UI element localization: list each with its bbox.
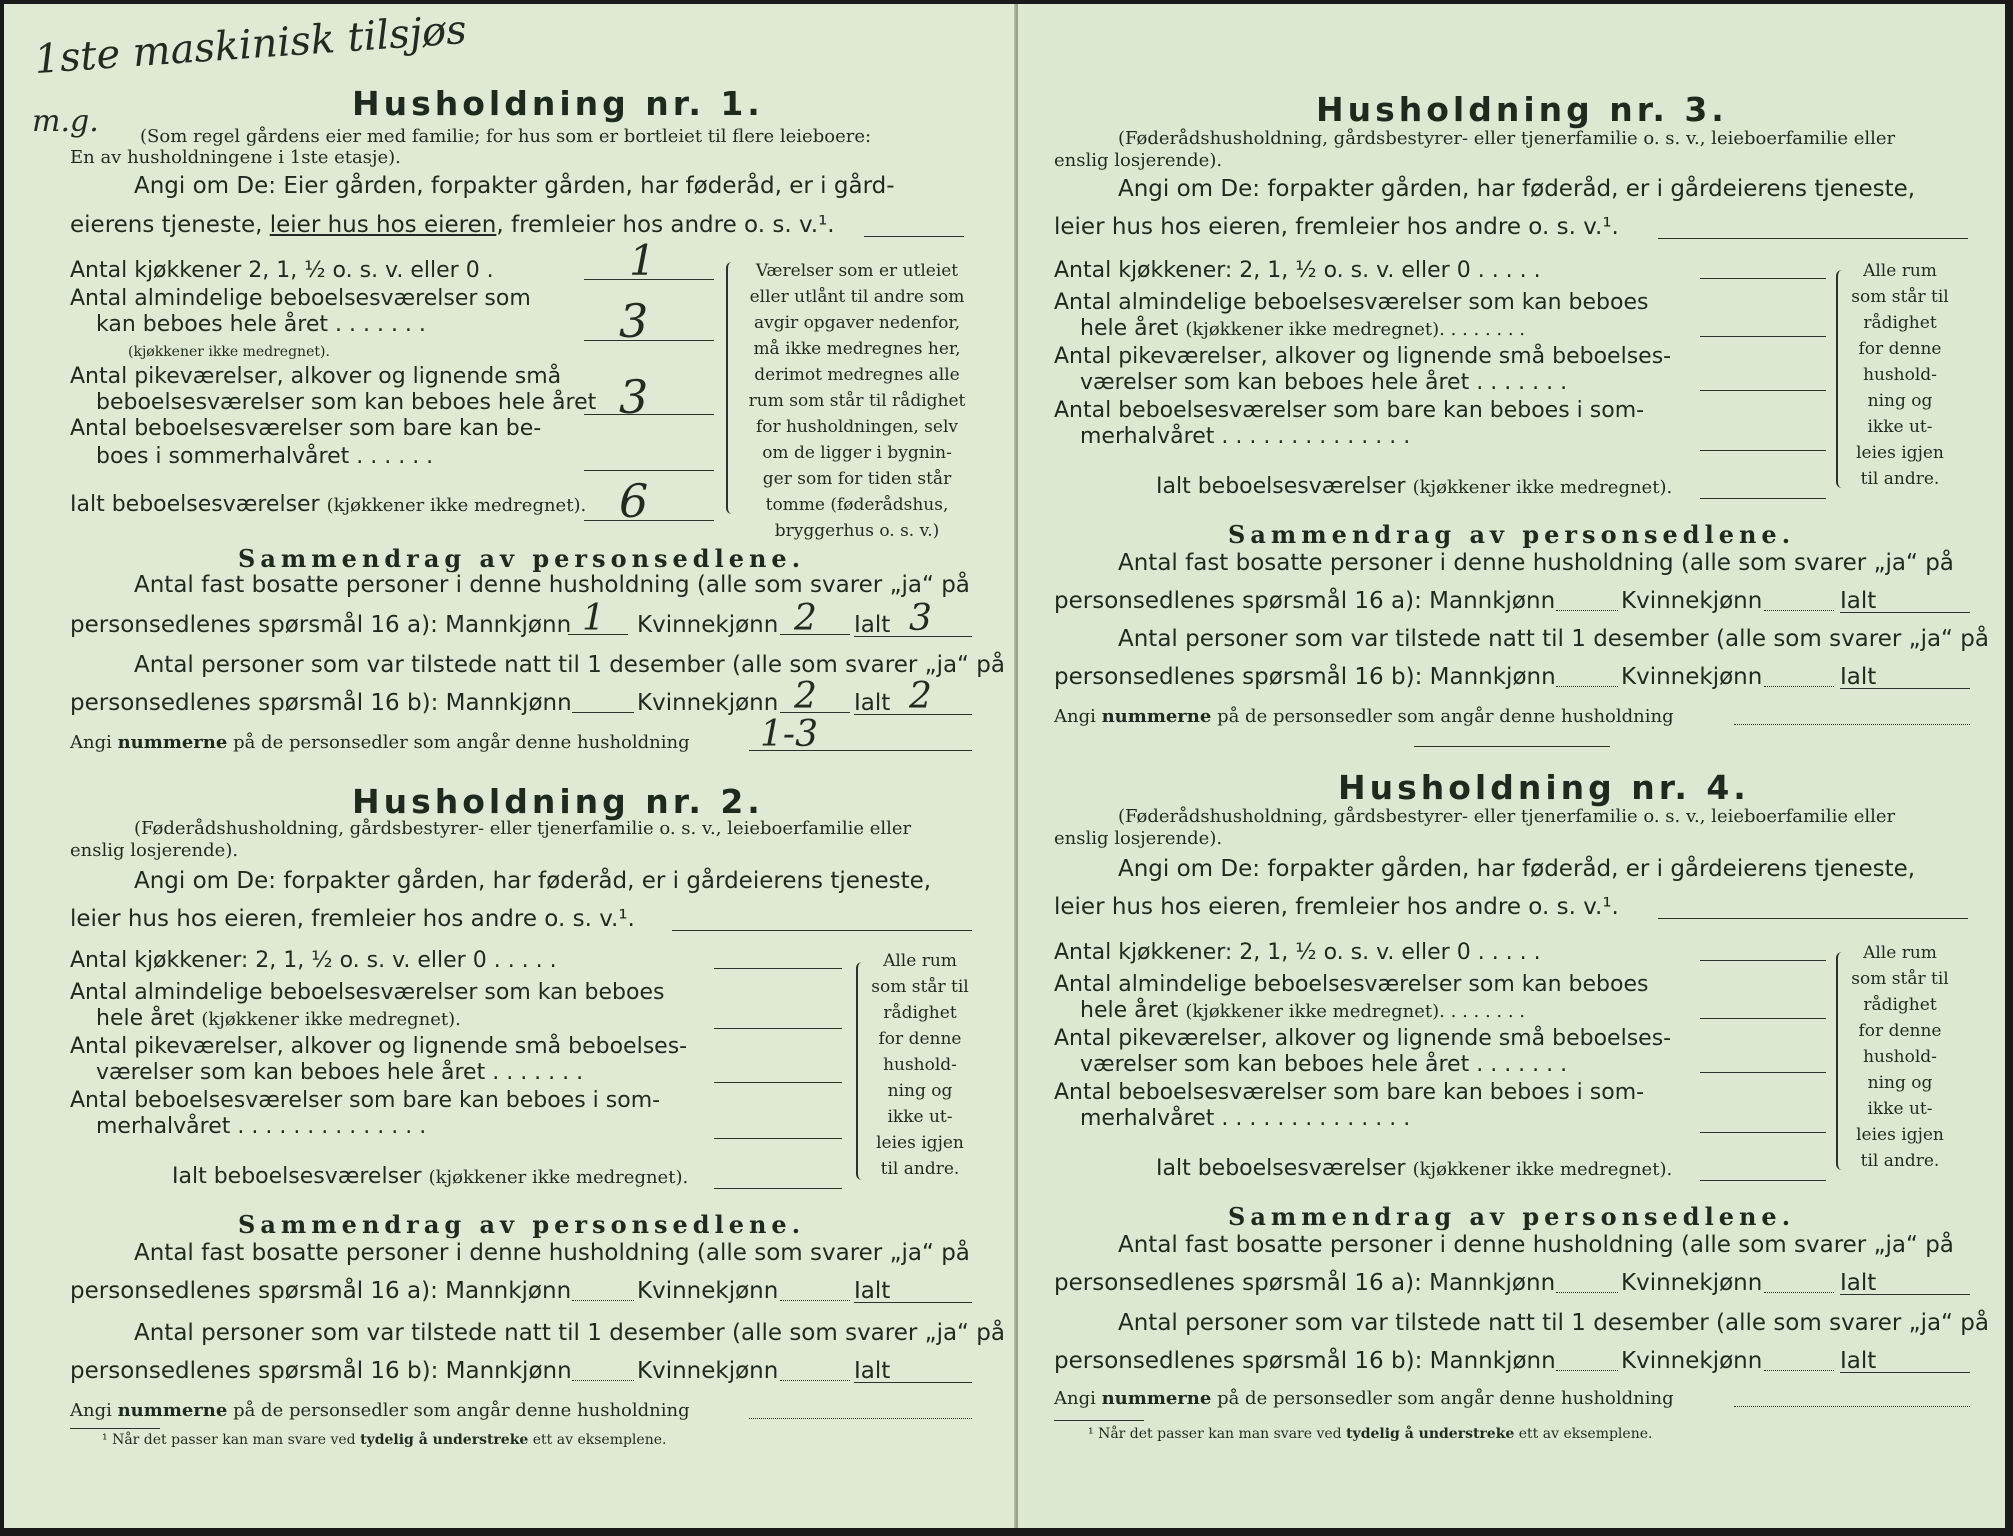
h1-summer-rooms-label: Antal beboelsesværelser som bare kan be- (70, 416, 542, 441)
h4-present-female-label: Kvinnekjønn (1621, 1348, 1763, 1374)
household-4-title: Husholdning nr. 4. (1338, 768, 1750, 807)
h3-summer-rooms-label: Antal beboelsesværelser som bare kan beboes i som- (1054, 398, 1645, 423)
household-2-title: Husholdning nr. 2. (352, 782, 764, 821)
status-underlined-answer: leier hus hos eieren (269, 212, 497, 238)
household-4-status-options: leier hus hos eieren, fremleier hos andre o. s. v.¹. (1054, 894, 1619, 920)
h2-resident-question: Antal fast bosatte personer i denne husholdning (alle som svarer „ja“ på (134, 1240, 970, 1266)
h1-sheet-numbers-label: Angi nummerne på de personsedler som angår denne husholdning (70, 732, 690, 753)
h1-ordinary-rooms-value: 3 (619, 294, 649, 348)
h4-ordinary-rooms-label: Antal almindelige beboelsesværelser som kan beboes (1054, 972, 1649, 997)
household-4-status-question: Angi om De: forpakter gården, har føderåd, er i gårdeierens tjeneste, (1118, 856, 1916, 882)
h1-ordinary-rooms-label: Antal almindelige beboelsesværelser som (70, 286, 531, 311)
h2-present-female-label: Kvinnekjønn (637, 1358, 779, 1384)
h1-resident-total-value: 3 (909, 598, 932, 639)
household-3-status-options: leier hus hos eieren, fremleier hos andre o. s. v.¹. (1054, 214, 1619, 240)
h3-present-total-label: Ialt (1840, 664, 1877, 690)
h3-present-female-label: Kvinnekjønn (1621, 664, 1763, 690)
h4-maid-rooms-label: Antal pikeværelser, alkover og lignende små beboelses- (1054, 1026, 1672, 1051)
h4-ordinary-rooms-label-cont: hele året (kjøkkener ikke medregnet). . . . . . . . (1080, 998, 1526, 1023)
h1-maid-rooms-value: 3 (619, 370, 649, 424)
h3-present-question: Antal personer som var tilstede natt til 1 desember (alle som svarer „ja“ på (1118, 626, 1989, 652)
h4-total-rooms-label: Ialt beboelsesværelser (kjøkkener ikke medregnet). (1156, 1156, 1673, 1181)
household-3-title: Husholdning nr. 3. (1316, 90, 1728, 129)
h1-present-female-label: Kvinnekjønn (637, 690, 779, 716)
h2-summary-title: Sammendrag av personsedlene. (238, 1210, 806, 1239)
h3-kitchens-label: Antal kjøkkener: 2, 1, ½ o. s. v. eller 0 . . . . . (1054, 258, 1541, 283)
h1-maid-rooms-label-cont: beboelsesværelser som kan beboes hele året (96, 390, 597, 415)
h4-present-total-label: Ialt (1840, 1348, 1877, 1374)
h3-sheet-numbers-label: Angi nummerne på de personsedler som angår denne husholdning (1054, 706, 1674, 727)
h2-sheet-numbers-label: Angi nummerne på de personsedler som angår denne husholdning (70, 1400, 690, 1421)
h3-ordinary-rooms-label: Antal almindelige beboelsesværelser som kan beboes (1054, 290, 1649, 315)
household-1-status-question: Angi om De: Eier gården, forpakter gården, har føderåd, er i gård- (134, 173, 895, 199)
h1-ordinary-rooms-label-cont: kan beboes hele året . . . . . . . (96, 312, 426, 337)
h4-resident-total-label: Ialt (1840, 1270, 1877, 1296)
h2-present-total-label: Ialt (854, 1358, 891, 1384)
h4-summer-rooms-label-cont: merhalvåret . . . . . . . . . . . . . . (1080, 1106, 1411, 1131)
h1-summer-rooms-label-cont: boes i sommerhalvåret . . . . . . (96, 444, 434, 469)
h1-maid-rooms-label: Antal pikeværelser, alkover og lignende små (70, 364, 562, 389)
h4-summer-rooms-label: Antal beboelsesværelser som bare kan beboes i som- (1054, 1080, 1645, 1105)
h1-resident-total-label: Ialt (854, 612, 891, 638)
census-form-sheet (4, 4, 2005, 1528)
household-1-title: Husholdning nr. 1. (352, 84, 764, 123)
h4-resident-female-label: Kvinnekjønn (1621, 1270, 1763, 1296)
h1-summary-title: Sammendrag av personsedlene. (238, 544, 806, 573)
household-3-intro: (Føderådshusholdning, gårdsbestyrer- eller tjenerfamilie o. s. v., leieboerfamilie eller (1118, 128, 1896, 149)
h1-present-total-value: 2 (909, 676, 932, 717)
h3-resident-male-label: personsedlenes spørsmål 16 a): Mannkjønn (1054, 588, 1556, 614)
h2-resident-female-label: Kvinnekjønn (637, 1278, 779, 1304)
h1-side-note: Værelser som er utleiet eller utlånt til andre som avgir opgaver nedenfor, må ikke medregnes her, derimot medregnes alle rum som står til rådighet for husholdningen, selv om de ligger i bygnin- ger som for tiden står tomme (føderådshus, bryggerhus o. s. v.) (748, 261, 966, 541)
h2-resident-total-label: Ialt (854, 1278, 891, 1304)
h1-present-question: Antal personer som var tilstede natt til 1 desember (alle som svarer „ja“ på (134, 652, 1005, 678)
h2-kitchens-label: Antal kjøkkener: 2, 1, ½ o. s. v. eller 0 . . . . . (70, 948, 557, 973)
h2-resident-male-label: personsedlenes spørsmål 16 a): Mannkjønn (70, 1278, 572, 1304)
h2-side-note: Alle rum som står til rådighet for denne hushold- ning og ikke ut- leies igjen til andre. (871, 951, 969, 1179)
h4-maid-rooms-label-cont: værelser som kan beboes hele året . . . . . . . (1080, 1052, 1568, 1077)
household-4-intro: (Føderådshusholdning, gårdsbestyrer- eller tjenerfamilie o. s. v., leieboerfamilie eller (1118, 806, 1896, 827)
household-4-intro-cont: enslig losjerende). (1054, 828, 1223, 849)
h1-present-male-label: personsedlenes spørsmål 16 b): Mannkjønn (70, 690, 572, 716)
left-page (4, 4, 1016, 1528)
h1-present-female-value: 2 (794, 676, 817, 717)
h2-maid-rooms-label: Antal pikeværelser, alkover og lignende små beboelses- (70, 1034, 688, 1059)
h2-present-question: Antal personer som var tilstede natt til 1 desember (alle som svarer „ja“ på (134, 1320, 1005, 1346)
h4-side-note: Alle rum som står til rådighet for denne hushold- ning og ikke ut- leies igjen til andre. (1851, 943, 1949, 1171)
h3-present-male-label: personsedlenes spørsmål 16 b): Mannkjønn (1054, 664, 1556, 690)
h3-resident-female-label: Kvinnekjønn (1621, 588, 1763, 614)
h4-resident-male-label: personsedlenes spørsmål 16 a): Mannkjønn (1054, 1270, 1556, 1296)
h1-kitchens-value: 1 (629, 236, 656, 285)
h2-ordinary-rooms-label-cont: hele året (kjøkkener ikke medregnet). (96, 1006, 461, 1031)
household-2-status-question: Angi om De: forpakter gården, har føderåd, er i gårdeierens tjeneste, (134, 868, 932, 894)
h2-total-rooms-label: Ialt beboelsesværelser (kjøkkener ikke medregnet). (172, 1164, 689, 1189)
h4-sheet-numbers-label: Angi nummerne på de personsedler som angår denne husholdning (1054, 1388, 1674, 1409)
h1-present-total-label: Ialt (854, 690, 891, 716)
household-1-intro: (Som regel gårdens eier med familie; for hus som er bortleiet til flere leieboere: (140, 126, 872, 147)
h3-summer-rooms-label-cont: merhalvåret . . . . . . . . . . . . . . (1080, 424, 1411, 449)
h4-present-question: Antal personer som var tilstede natt til 1 desember (alle som svarer „ja“ på (1118, 1310, 1989, 1336)
h4-present-male-label: personsedlenes spørsmål 16 b): Mannkjønn (1054, 1348, 1556, 1374)
h4-kitchens-label: Antal kjøkkener: 2, 1, ½ o. s. v. eller 0 . . . . . (1054, 940, 1541, 965)
household-1-intro-cont: En av husholdningene i 1ste etasje). (70, 147, 401, 168)
margin-note: 1ste maskinisk tilsjøs (32, 6, 469, 84)
h2-present-male-label: personsedlenes spørsmål 16 b): Mannkjønn (70, 1358, 572, 1384)
h3-resident-total-label: Ialt (1840, 588, 1877, 614)
h1-resident-question: Antal fast bosatte personer i denne husholdning (alle som svarer „ja“ på (134, 572, 970, 598)
household-3-intro-cont: enslig losjerende). (1054, 150, 1223, 171)
left-footnote: ¹ Når det passer kan man svare ved tydelig å understreke ett av eksemplene. (102, 1432, 667, 1448)
right-footnote: ¹ Når det passer kan man svare ved tydelig å understreke ett av eksemplene. (1088, 1426, 1653, 1442)
household-3-status-question: Angi om De: forpakter gården, har føderåd, er i gårdeierens tjeneste, (1118, 176, 1916, 202)
h3-total-rooms-label: Ialt beboelsesværelser (kjøkkener ikke medregnet). (1156, 474, 1673, 499)
h3-resident-question: Antal fast bosatte personer i denne husholdning (alle som svarer „ja“ på (1118, 550, 1954, 576)
h1-ordinary-rooms-note: (kjøkkener ikke medregnet). (128, 344, 330, 360)
right-page (1018, 4, 2005, 1528)
household-1-status-options: eierens tjeneste, leier hus hos eieren, fremleier hos andre o. s. v.¹. (70, 212, 835, 238)
margin-note-initials: m.g. (32, 104, 99, 139)
h3-maid-rooms-label: Antal pikeværelser, alkover og lignende små beboelses- (1054, 344, 1672, 369)
h1-total-rooms-value: 6 (619, 474, 649, 528)
h2-ordinary-rooms-label: Antal almindelige beboelsesværelser som kan beboes (70, 980, 665, 1005)
h1-resident-female-value: 2 (794, 598, 817, 639)
h2-summer-rooms-label-cont: merhalvåret . . . . . . . . . . . . . . (96, 1114, 427, 1139)
h1-sheet-numbers-value: 1-3 (760, 714, 818, 755)
h1-resident-male-label: personsedlenes spørsmål 16 a): Mannkjønn (70, 612, 572, 638)
h3-maid-rooms-label-cont: værelser som kan beboes hele året . . . . . . . (1080, 370, 1568, 395)
household-2-status-options: leier hus hos eieren, fremleier hos andre o. s. v.¹. (70, 906, 635, 932)
h1-total-rooms-label: Ialt beboelsesværelser (kjøkkener ikke medregnet). (70, 492, 587, 517)
h3-summary-title: Sammendrag av personsedlene. (1228, 520, 1796, 549)
h3-ordinary-rooms-label-cont: hele året (kjøkkener ikke medregnet). . . . . . . . (1080, 316, 1526, 341)
h1-resident-male-value: 1 (582, 598, 605, 639)
h1-resident-female-label: Kvinnekjønn (637, 612, 779, 638)
h3-side-note: Alle rum som står til rådighet for denne hushold- ning og ikke ut- leies igjen til andre. (1851, 261, 1949, 489)
household-2-intro: (Føderådshusholdning, gårdsbestyrer- eller tjenerfamilie o. s. v., leieboerfamilie eller (134, 818, 912, 839)
h1-kitchens-label: Antal kjøkkener 2, 1, ½ o. s. v. eller 0 . (70, 258, 494, 283)
h2-summer-rooms-label: Antal beboelsesværelser som bare kan beboes i som- (70, 1088, 661, 1113)
h2-maid-rooms-label-cont: værelser som kan beboes hele året . . . . . . . (96, 1060, 584, 1085)
household-2-intro-cont: enslig losjerende). (70, 840, 239, 861)
h4-resident-question: Antal fast bosatte personer i denne husholdning (alle som svarer „ja“ på (1118, 1232, 1954, 1258)
h4-summary-title: Sammendrag av personsedlene. (1228, 1202, 1796, 1231)
